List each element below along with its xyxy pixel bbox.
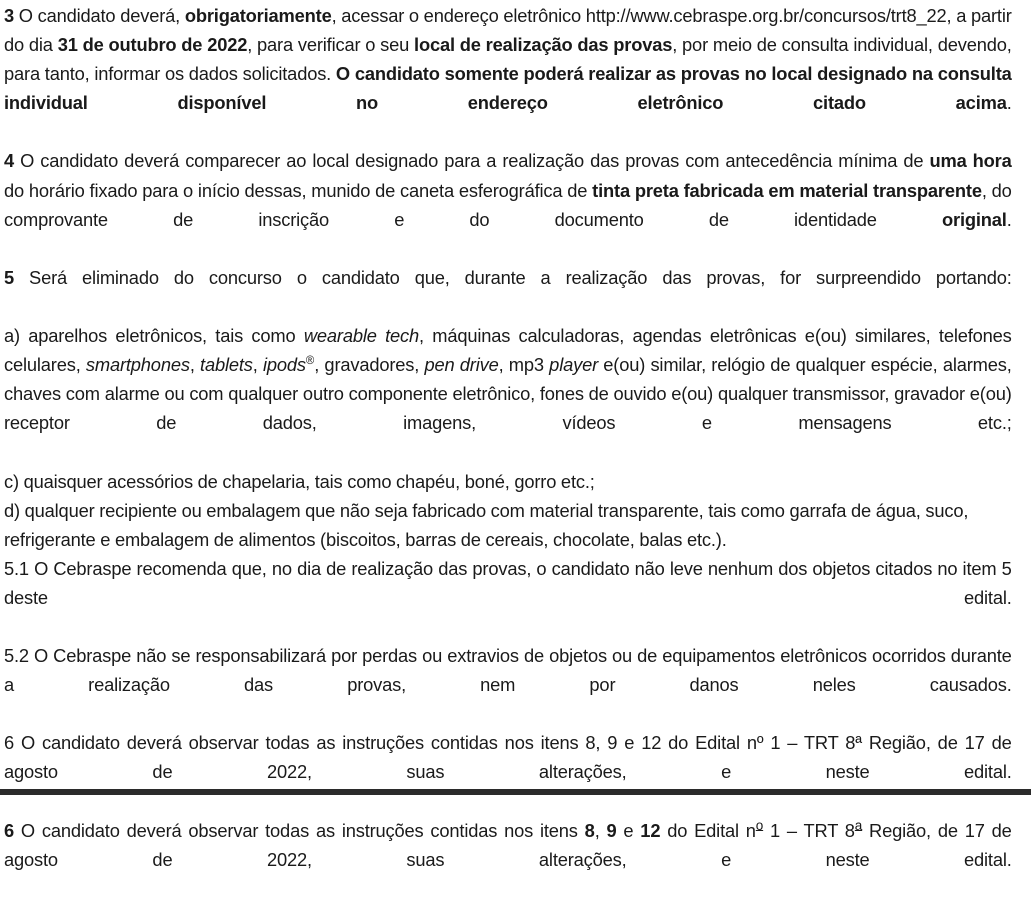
clause-5-item-a: a) aparelhos eletrônicos, tais como wearable tech, máquinas calculadoras, agendas eletrônicas e(ou) similares, telefones celulares, smartphones, tablets, ipods®, gravadores, pen drive, mp3 player e(ou) similar, relógio de qualquer espécie, alarmes, chaves com alarme ou com qualquer outro componente eletrônico, fones de ouvido e(ou) qualquer transmissor, gravador e(ou) receptor de dados, imagens, vídeos e mensagens etc.; [4,325,1012,434]
clause-number: 5 [4,266,15,288]
clause-5-item-c: d) qualquer recipiente ou embalagem que não seja fabricado com material transparente, tais como garrafa de água, suco, refrigerante e embalagem de alimentos (biscoitos, barras de cereais, chocolate, balas etc.). [4,499,969,550]
clause-number: 6 [4,819,15,841]
clause-5-item-d: 5.1 O Cebraspe recomenda que, no dia de realização das provas, o candidato não leve nenhum dos objetos citados no item 5 deste edital. [4,557,1012,608]
clause-5-item-b: c) quaisquer acessórios de chapelaria, tais como chapéu, boné, gorro etc.; [4,470,595,492]
emphasis-original: original [941,208,1007,230]
term-smartphones: smartphones [85,354,190,376]
clause-5-1: 5.2 O Cebraspe não se responsabilizará por perdas ou extravios de objetos ou de equipamentos eletrônicos ocorridos durante a realização das provas, nem por danos neles causados. [4,645,1012,696]
emphasis-uma-hora: uma hora [929,150,1012,172]
page-bottom-rule [0,789,1031,795]
document-body [4,0,1027,903]
clause-4: 4 O candidato deverá comparecer ao local designado para a realização das provas com antecedência mínima de uma hora do horário fixado para o início dessas, munido de caneta esferográfica de tinta preta fabricada em material transparente, do comprovante de inscrição e do documento de identidade original. [4,150,1012,230]
clause-6: 6 O candidato deverá observar todas as instruções contidas nos itens 8, 9 e 12 do Edital $n^o$ 1 – TRT 8$^a$ Região, de 17 de agosto de 2022, suas alterações, e neste edital. [4,817,1012,870]
emphasis-local-designado: O candidato somente poderá realizar as provas no local designado na consulta individual disponível no endereço eletrônico citado acima [4,63,1012,114]
emphasis-tinta-preta: tinta preta fabricada em material transparente [592,179,982,201]
edital-url: http://www.cebraspe.org.br/concursos/trt8_22 [585,5,947,26]
clause-3: 3 O candidato deverá, obrigatoriamente, acessar o endereço eletrônico http://www.cebraspe.org.br/concursos/trt8_22, a partir do dia 31 de outubro de 2022, para verificar o seu local de realização das provas, por meio de consulta individual, devendo, para tanto, informar os dados solicitados. O candidato somente poderá realizar as provas no local designado na consulta individual disponível no endereço eletrônico citado acima. [4,5,1012,114]
emphasis-data-consulta: 31 de outubro de 2022 [57,34,248,56]
clause-number: 3 [4,5,15,26]
clause-5-2: 6 O candidato deverá observar todas as instruções contidas nos itens 8, 9 e 12 do Edital nº 1 – TRT 8ª Região, de 17 de agosto de 2022, suas alterações, e neste edital. [4,732,1012,783]
clause-5: 5 Será eliminado do concurso o candidato que, durante a realização das provas, for surpreendido portando: [4,266,1012,288]
term-pen-drive: pen drive [424,354,499,376]
clause-number: 4 [4,150,15,172]
ordinal-masculine-icon: o [755,817,764,833]
emphasis-obrigatoriamente: obrigatoriamente [184,5,332,26]
term-tablets: tablets [200,354,253,376]
emphasis-item-9: 9 [606,819,617,841]
emphasis-local-provas: local de realização das provas [414,34,673,56]
term-ipods: ipods [262,354,306,376]
term-wearable-tech: wearable tech [303,325,419,347]
ordinal-feminine-icon: a [854,817,863,833]
emphasis-item-8: 8 [584,819,595,841]
term-player: player [549,354,599,376]
registered-trademark-icon: ® [305,354,315,367]
emphasis-item-12: 12 [640,819,661,841]
